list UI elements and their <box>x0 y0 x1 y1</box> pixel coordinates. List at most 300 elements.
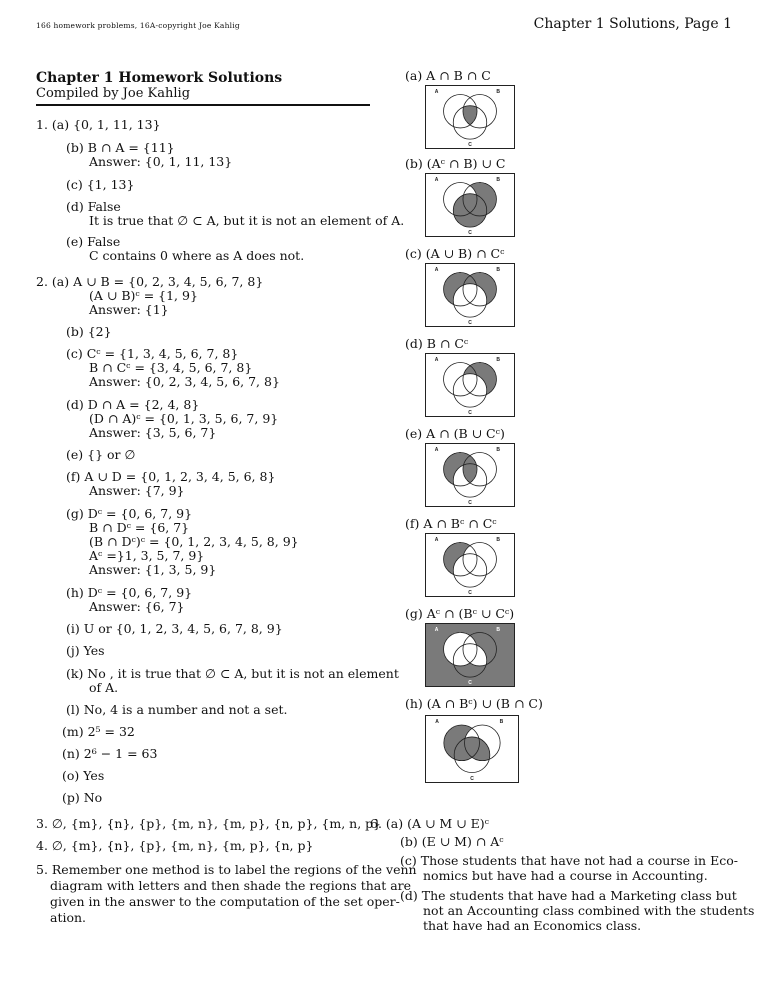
venn-shaded-region <box>487 389 493 390</box>
venn-label-b: B <box>496 267 500 273</box>
venn-shaded-region <box>486 386 495 387</box>
answer-line: 4. ∅, {m}, {n}, {p}, {m, n}, {m, p}, {n, p} <box>36 838 314 853</box>
answer-line: nomics but have had a course in Accounting. <box>423 868 708 883</box>
answer-line: Answer: {7, 9} <box>89 483 185 498</box>
venn-diagram <box>425 263 515 327</box>
venn-shaded-region <box>471 636 514 637</box>
venn-shaded-region <box>452 544 468 545</box>
venn-shaded-region <box>476 193 495 194</box>
venn-label-b: B <box>496 89 500 95</box>
venn-shaded-region <box>444 741 484 742</box>
venn-shaded-region <box>449 276 491 277</box>
venn-shaded-region <box>487 660 514 661</box>
venn-caption: (h) (A ∩ Bᶜ) ∪ (B ∩ C) <box>405 696 543 711</box>
venn-shaded-region <box>464 475 476 476</box>
venn-shaded-region <box>446 751 490 752</box>
venn-shaded-region <box>481 287 496 288</box>
venn-circle-a <box>444 632 477 665</box>
venn-shaded-region <box>444 738 479 739</box>
venn-shaded-region <box>479 376 496 377</box>
venn-shaded-region <box>444 284 465 285</box>
venn-shaded-region <box>448 731 469 732</box>
venn-label-a: A <box>434 267 439 273</box>
venn-shaded-region <box>472 637 514 638</box>
venn-shaded-region <box>486 296 495 297</box>
venn-circle-c <box>453 284 486 317</box>
venn-svg <box>426 354 514 416</box>
venn-shaded-region <box>483 649 514 650</box>
venn-shaded-region <box>464 372 495 373</box>
venn-shaded-region <box>453 727 471 728</box>
answer-line: Aᶜ =}1, 3, 5, 7, 9} <box>89 548 205 563</box>
venn-caption: (a) A ∩ B ∩ C <box>405 68 491 83</box>
venn-shaded-region <box>458 222 482 223</box>
venn-shaded-region <box>470 365 489 366</box>
venn-shaded-region <box>444 554 464 555</box>
venn-shaded-region <box>446 297 454 298</box>
answer-line: not an Accounting class combined with the students <box>423 903 755 918</box>
venn-shaded-region <box>472 364 488 365</box>
venn-shaded-region <box>471 186 491 187</box>
venn-shaded-region <box>426 633 454 634</box>
venn-shaded-region <box>486 656 514 657</box>
running-header-left: 166 homework problems, 16A-copyright Joe Kahlig <box>36 21 240 30</box>
venn-shaded-region <box>469 366 491 367</box>
venn-shaded-region <box>449 546 469 547</box>
answer-line: (D ∩ A)ᶜ = {0, 1, 3, 5, 6, 7, 9} <box>89 411 279 426</box>
venn-shaded-region <box>473 188 493 189</box>
venn-shaded-region <box>447 732 468 733</box>
venn-shaded-region <box>444 740 483 741</box>
venn-shaded-region <box>482 288 496 289</box>
venn-shaded-region <box>464 116 476 117</box>
venn-shaded-region <box>426 662 450 663</box>
venn-shaded-region <box>444 556 461 557</box>
answer-line: (f) A ∪ D = {0, 1, 2, 3, 4, 5, 6, 8} <box>66 469 276 484</box>
venn-shaded-region <box>445 295 454 296</box>
venn-shaded-region <box>444 464 476 465</box>
venn-shaded-region <box>426 674 514 675</box>
answer-line: (j) Yes <box>66 643 105 658</box>
venn-shaded-region <box>452 274 468 275</box>
venn-diagram <box>425 173 515 237</box>
venn-shaded-region <box>483 380 496 381</box>
venn-circle-c <box>453 374 486 407</box>
venn-shaded-region <box>451 545 470 546</box>
venn-shaded-region <box>426 658 446 659</box>
venn-shaded-region <box>481 647 514 648</box>
venn-shaded-region <box>445 736 466 737</box>
venn-label-c: C <box>468 410 472 416</box>
venn-shaded-region <box>448 547 468 548</box>
venn-label-c: C <box>470 776 474 782</box>
answer-line: ation. <box>50 910 87 925</box>
venn-shaded-region <box>426 671 514 672</box>
venn-shaded-region <box>474 189 493 190</box>
venn-shaded-region <box>449 456 471 457</box>
venn-shaded-region <box>482 648 514 649</box>
answer-line: (h) Dᶜ = {0, 6, 7, 9} <box>66 585 193 600</box>
venn-shaded-region <box>426 668 514 669</box>
venn-shaded-region <box>444 293 455 294</box>
venn-shaded-region <box>426 635 451 636</box>
venn-shaded-region <box>426 636 449 637</box>
venn-shaded-region <box>444 559 457 560</box>
venn-label-c: C <box>468 680 472 686</box>
venn-shaded-region <box>484 651 514 652</box>
venn-shaded-region <box>463 110 477 111</box>
answer-line: (g) Dᶜ = {0, 6, 7, 9} <box>66 506 193 521</box>
answer-line: diagram with letters and then shade the regions that are <box>50 878 412 893</box>
venn-shaded-region <box>426 653 444 654</box>
venn-shaded-region <box>444 285 462 286</box>
venn-shaded-region <box>446 477 454 478</box>
venn-shaded-region <box>463 111 477 112</box>
venn-shaded-region <box>426 675 514 676</box>
venn-shaded-region <box>426 642 445 643</box>
venn-shaded-region <box>445 282 495 283</box>
venn-shaded-region <box>457 221 483 222</box>
venn-shaded-region <box>445 566 454 567</box>
answer-line: Answer: {1} <box>89 302 169 317</box>
venn-shaded-region <box>463 468 477 469</box>
venn-shaded-region <box>454 205 495 206</box>
venn-shaded-region <box>463 114 477 115</box>
venn-shaded-region <box>486 654 514 655</box>
venn-circle-c <box>453 554 486 587</box>
venn-shaded-region <box>470 635 514 636</box>
venn-label-b: B <box>496 447 500 453</box>
venn-shaded-region <box>447 569 453 570</box>
venn-svg <box>426 716 518 782</box>
venn-shaded-region <box>467 121 473 122</box>
venn-shaded-region <box>444 471 456 472</box>
venn-label-b: B <box>499 719 504 725</box>
answer-line: 1. (a) {0, 1, 11, 13} <box>36 117 161 132</box>
venn-shaded-region <box>447 279 493 280</box>
venn-shaded-region <box>426 638 447 639</box>
venn-shaded-region <box>484 381 496 382</box>
venn-shaded-region <box>483 379 496 380</box>
venn-shaded-region <box>447 278 493 279</box>
venn-shaded-region <box>465 118 475 119</box>
venn-shaded-region <box>465 119 475 120</box>
venn-shaded-region <box>444 294 454 295</box>
venn-shaded-region <box>463 112 477 113</box>
venn-shaded-region <box>447 548 467 549</box>
venn-shaded-region <box>426 669 514 670</box>
answer-line: 6. (a) (A ∪ M ∪ E)ᶜ <box>370 816 489 831</box>
venn-diagram <box>425 85 515 149</box>
answer-line: (p) No <box>62 790 103 805</box>
venn-shaded-region <box>426 659 447 660</box>
venn-shaded-region <box>426 661 449 662</box>
venn-shaded-region <box>446 550 465 551</box>
venn-shaded-region <box>463 113 477 114</box>
venn-shaded-region <box>445 462 476 463</box>
venn-shaded-region <box>445 552 464 553</box>
venn-shaded-region <box>445 553 464 554</box>
venn-shaded-region <box>426 667 514 668</box>
venn-shaded-region <box>487 662 514 663</box>
venn-shaded-region <box>459 197 496 198</box>
venn-shaded-region <box>464 117 476 118</box>
venn-shaded-region <box>485 292 496 293</box>
venn-shaded-region <box>482 378 496 379</box>
venn-label-a: A <box>434 357 439 363</box>
venn-shaded-region <box>426 664 453 665</box>
venn-shaded-region <box>426 630 514 631</box>
venn-shaded-region <box>453 758 470 759</box>
venn-label-a: A <box>434 89 439 95</box>
venn-shaded-region <box>444 467 459 468</box>
venn-shaded-region <box>444 466 461 467</box>
answer-line: of A. <box>89 680 119 695</box>
venn-shaded-region <box>461 632 514 633</box>
venn-diagram <box>425 623 515 687</box>
venn-shaded-region <box>455 217 485 218</box>
answer-line: C contains 0 where as A does not. <box>89 248 305 263</box>
answer-line: (A ∪ B)ᶜ = {1, 9} <box>89 288 198 303</box>
venn-shaded-region <box>426 645 444 646</box>
running-header-right: Chapter 1 Solutions, Page 1 <box>533 16 732 32</box>
venn-shaded-region <box>444 465 462 466</box>
venn-shaded-region <box>445 551 465 552</box>
venn-shaded-region <box>454 214 487 215</box>
venn-shaded-region <box>486 297 494 298</box>
venn-shaded-region <box>465 477 475 478</box>
venn-shaded-region <box>463 467 477 468</box>
venn-shaded-region <box>446 567 454 568</box>
venn-shaded-region <box>451 728 472 729</box>
venn-shaded-region <box>444 472 455 473</box>
venn-shaded-region <box>486 294 496 295</box>
venn-shaded-region <box>426 660 448 661</box>
venn-svg <box>426 86 514 148</box>
venn-label-c: C <box>468 142 472 148</box>
venn-shaded-region <box>447 479 453 480</box>
venn-shaded-region <box>444 557 459 558</box>
venn-shaded-region <box>426 666 514 667</box>
venn-shaded-region <box>486 655 514 656</box>
venn-shaded-region <box>472 184 488 185</box>
venn-shaded-region <box>463 108 477 109</box>
venn-shaded-region <box>426 656 445 657</box>
venn-shaded-region <box>426 632 459 633</box>
venn-svg <box>426 534 514 596</box>
venn-shaded-region <box>444 558 458 559</box>
venn-label-c: C <box>468 320 472 326</box>
venn-shaded-region <box>426 639 447 640</box>
venn-shaded-region <box>478 375 496 376</box>
venn-shaded-region <box>465 476 475 477</box>
venn-shaded-region <box>486 384 496 385</box>
answer-line: (b) (E ∪ M) ∩ Aᶜ <box>400 834 504 849</box>
venn-label-c: C <box>468 500 472 506</box>
venn-shaded-region <box>444 288 458 289</box>
venn-shaded-region <box>485 293 496 294</box>
venn-shaded-region <box>486 385 495 386</box>
venn-shaded-region <box>444 561 456 562</box>
venn-shaded-region <box>449 730 469 731</box>
answer-line: (l) No, 4 is a number and not a set. <box>66 702 288 717</box>
venn-shaded-region <box>426 673 514 674</box>
venn-shaded-region <box>426 647 444 648</box>
venn-shaded-region <box>475 191 495 192</box>
answer-line: (c) Cᶜ = {1, 3, 4, 5, 6, 7, 8} <box>66 346 239 361</box>
venn-shaded-region <box>445 281 495 282</box>
venn-diagram <box>425 443 515 507</box>
venn-shaded-region <box>444 474 454 475</box>
venn-shaded-region <box>454 206 495 207</box>
venn-caption: (g) Aᶜ ∩ (Bᶜ ∪ Cᶜ) <box>405 606 515 621</box>
venn-shaded-region <box>426 649 444 650</box>
venn-shaded-region <box>426 640 446 641</box>
answer-line: (m) 2⁵ = 32 <box>62 724 135 739</box>
venn-shaded-region <box>468 634 514 635</box>
venn-caption: (f) A ∩ Bᶜ ∩ Cᶜ <box>405 516 497 531</box>
venn-shaded-region <box>463 472 477 473</box>
venn-shaded-region <box>475 190 494 191</box>
venn-label-a: A <box>434 447 439 453</box>
venn-shaded-region <box>461 224 479 225</box>
venn-shaded-region <box>445 461 475 462</box>
venn-shaded-region <box>466 369 493 370</box>
answer-line: that have had an Economics class. <box>423 918 642 933</box>
venn-shaded-region <box>444 470 457 471</box>
venn-shaded-region <box>467 479 473 480</box>
venn-caption: (d) B ∩ Cᶜ <box>405 336 469 351</box>
venn-shaded-region <box>426 678 514 679</box>
venn-shaded-region <box>463 470 477 471</box>
venn-shaded-region <box>426 651 444 652</box>
venn-svg <box>426 444 514 506</box>
answer-line: given in the answer to the computation of the set oper- <box>50 894 400 909</box>
venn-shaded-region <box>486 664 514 665</box>
venn-shaded-region <box>447 752 490 753</box>
venn-shaded-region <box>484 665 514 666</box>
venn-shaded-region <box>446 750 489 751</box>
answer-line: Answer: {1, 3, 5, 9} <box>89 562 217 577</box>
venn-svg <box>426 624 514 686</box>
venn-shaded-region <box>454 204 496 205</box>
venn-circle-b <box>463 542 496 575</box>
venn-label-b: B <box>496 537 500 543</box>
venn-diagram <box>425 533 515 597</box>
venn-shaded-region <box>447 458 473 459</box>
venn-shaded-region <box>460 223 480 224</box>
venn-shaded-region <box>426 627 514 628</box>
venn-shaded-region <box>444 563 455 564</box>
venn-caption: (c) (A ∪ B) ∩ Cᶜ <box>405 246 505 261</box>
venn-shaded-region <box>426 657 446 658</box>
answer-line: (n) 2⁶ − 1 = 63 <box>62 746 158 761</box>
venn-shaded-region <box>445 476 454 477</box>
venn-shaded-region <box>457 220 483 221</box>
venn-shaded-region <box>487 299 493 300</box>
venn-shaded-region <box>446 734 467 735</box>
venn-shaded-region <box>485 652 514 653</box>
venn-label-c: C <box>468 230 472 236</box>
venn-shaded-region <box>426 655 445 656</box>
answer-line: B ∩ Cᶜ = {3, 4, 5, 6, 7, 8} <box>89 360 253 375</box>
venn-shaded-region <box>426 670 514 671</box>
venn-shaded-region <box>473 638 514 639</box>
venn-shaded-region <box>444 562 455 563</box>
venn-shaded-region <box>464 473 476 474</box>
venn-label-a: A <box>435 719 439 725</box>
venn-shaded-region <box>485 382 496 383</box>
venn-label-b: B <box>496 177 500 183</box>
venn-label-a: A <box>434 537 439 543</box>
venn-shaded-region <box>426 624 514 625</box>
venn-shaded-region <box>464 115 476 116</box>
venn-shaded-region <box>483 290 496 291</box>
venn-svg <box>426 174 514 236</box>
venn-diagram <box>425 353 515 417</box>
venn-shaded-region <box>444 292 455 293</box>
answer-line: 2. (a) A ∪ B = {0, 2, 3, 4, 5, 6, 7, 8} <box>36 274 264 289</box>
venn-label-a: A <box>434 627 439 633</box>
venn-shaded-region <box>448 277 492 278</box>
venn-shaded-region <box>475 374 496 375</box>
venn-shaded-region <box>487 658 514 659</box>
venn-shaded-region <box>444 469 457 470</box>
venn-shaded-region <box>487 659 514 660</box>
venn-label-b: B <box>496 357 500 363</box>
venn-shaded-region <box>445 737 465 738</box>
venn-shaded-region <box>479 286 496 287</box>
venn-shaded-region <box>466 478 474 479</box>
venn-shaded-region <box>445 735 466 736</box>
venn-shaded-region <box>476 194 496 195</box>
venn-shaded-region <box>426 654 444 655</box>
page-subtitle: Compiled by Joe Kahlig <box>36 86 191 101</box>
venn-shaded-region <box>485 383 496 384</box>
venn-shaded-region <box>426 631 514 632</box>
venn-shaded-region <box>426 648 444 649</box>
title-rule <box>36 104 370 106</box>
venn-shaded-region <box>476 644 514 645</box>
venn-shaded-region <box>485 653 514 654</box>
venn-shaded-region <box>445 296 454 297</box>
venn-shaded-region <box>483 650 514 651</box>
venn-shaded-region <box>478 285 496 286</box>
venn-shaded-region <box>466 120 474 121</box>
venn-shaded-region <box>470 185 489 186</box>
venn-shaded-region <box>463 107 477 108</box>
venn-svg <box>426 264 514 326</box>
answer-line: (B ∩ Dᶜ)ᶜ = {0, 1, 2, 3, 4, 5, 8, 9} <box>89 534 299 549</box>
venn-shaded-region <box>486 657 514 658</box>
venn-diagram <box>425 715 519 783</box>
venn-shaded-region <box>446 280 494 281</box>
venn-circle-a <box>444 362 477 395</box>
venn-shaded-region <box>455 202 496 203</box>
venn-shaded-region <box>467 368 493 369</box>
venn-shaded-region <box>464 474 476 475</box>
venn-shaded-region <box>426 652 444 653</box>
answer-line: 5. Remember one method is to label the regions of the venn <box>36 862 417 877</box>
venn-label-b: B <box>496 627 500 633</box>
venn-shaded-region <box>426 634 452 635</box>
answer-line: Answer: {0, 2, 3, 4, 5, 6, 7, 8} <box>89 374 280 389</box>
venn-shaded-region <box>446 460 475 461</box>
venn-shaded-region <box>465 371 495 372</box>
venn-shaded-region <box>484 291 496 292</box>
venn-shaded-region <box>463 466 477 467</box>
answer-line: 3. ∅, {m}, {n}, {p}, {m, n}, {m, p}, {n, p}, {m, n, p} <box>36 816 382 831</box>
